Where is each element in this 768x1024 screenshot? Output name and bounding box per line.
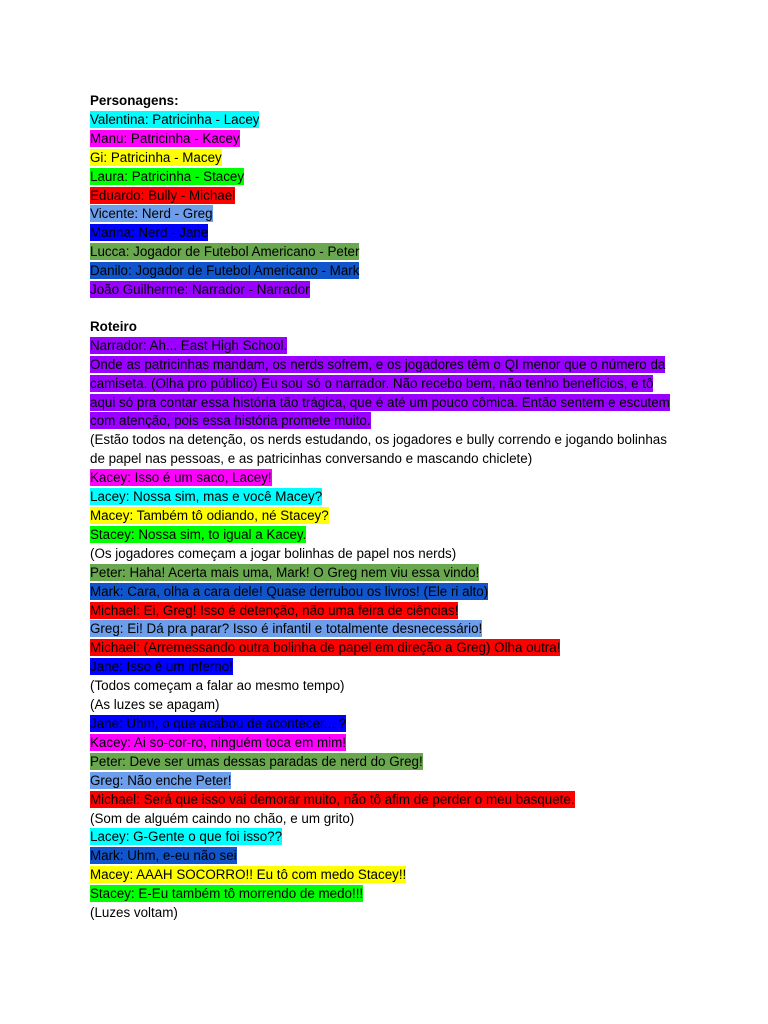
script-line <box>90 620 680 639</box>
script-line-text: Mark: Cara, olha a cara dele! Quase derrubou os livros! (Ele ri alto) <box>90 583 489 599</box>
script-line-text: Jane: Isso é um inferno! <box>90 659 233 675</box>
script-line-text: Greg: Não enche Peter! <box>90 772 232 788</box>
section-gap <box>90 300 680 318</box>
script-line <box>90 904 680 923</box>
script-line <box>90 753 680 772</box>
script-line-text: (Som de alguém caindo no chão, e um grito) <box>90 810 355 826</box>
script-heading: Roteiro <box>90 318 137 334</box>
script-line-text: Michael: Será que isso vai demorar muito, não tô afim de perder o meu basquete. <box>90 791 575 807</box>
character-line <box>90 130 680 149</box>
script-line <box>90 791 680 810</box>
script-line <box>90 602 680 621</box>
script-line <box>90 337 680 356</box>
character-line <box>90 262 680 281</box>
script-line <box>90 677 680 696</box>
script-line <box>90 658 680 677</box>
script-line-text: Kacey: Ai so-cor-ro, ninguém toca em mim! <box>90 734 346 750</box>
script-line-text: (Estão todos na detenção, os nerds estudando, os jogadores e bully correndo e jogando bolinhas de papel nas pessoas, e as patricinhas conversando e mascando chiclete) <box>90 432 667 467</box>
script-line-text: Stacey: Nossa sim, to igual a Kacey. <box>90 526 307 542</box>
character-line-text: Marina: Nerd - Jane <box>90 225 209 241</box>
script-line-text: Kacey: Isso é um saco, Lacey! <box>90 470 272 486</box>
script-line-text: Lacey: G-Gente o que foi isso?? <box>90 829 283 845</box>
character-line-text: Lucca: Jogador de Futebol Americano - Peter <box>90 244 360 260</box>
script-line <box>90 847 680 866</box>
script-line-text: (Todos começam a falar ao mesmo tempo) <box>90 678 345 694</box>
character-line-text: Laura: Patricinha - Stacey <box>90 168 245 184</box>
script-line <box>90 866 680 885</box>
script-line-text: Jane: Uhm, o que acabou de acontecer... ? <box>90 715 347 731</box>
script-line-text: (Os jogadores começam a jogar bolinhas de papel nos nerds) <box>90 545 457 561</box>
script-line-text: Peter: Haha! Acerta mais uma, Mark! O Greg nem viu essa vindo! <box>90 564 480 580</box>
script-line <box>90 507 680 526</box>
character-line <box>90 205 680 224</box>
script-line-text: Macey: Também tô odiando, né Stacey? <box>90 508 329 523</box>
script-line-text: (Luzes voltam) <box>90 905 178 921</box>
script-line <box>90 639 680 658</box>
script-line-text: Peter: Deve ser umas dessas paradas de nerd do Greg! <box>90 753 423 769</box>
script-line <box>90 564 680 583</box>
character-line <box>90 243 680 262</box>
character-line-text: Gi: Patricinha - Macey <box>90 149 222 165</box>
character-line-text: Valentina: Patricinha - Lacey <box>90 111 260 127</box>
script-line-text: Michael: (Arremessando outra bolinha de papel em direção a Greg) Olha outra! <box>90 640 561 656</box>
script-line <box>90 810 680 829</box>
script-line <box>90 488 680 507</box>
character-line <box>90 187 680 206</box>
script-line-text: Stacey: E-Eu também tô morrendo de medo!!! <box>90 886 364 902</box>
script-line <box>90 715 680 734</box>
script-line <box>90 828 680 847</box>
character-line-text: Manu: Patricinha - Kacey <box>90 130 240 146</box>
character-line-text: Vicente: Nerd - Greg <box>90 206 213 222</box>
script-line-text: Greg: Ei! Dá pra parar? Isso é infantil e totalmente desnecessário! <box>90 621 483 637</box>
character-line <box>90 281 680 300</box>
script-line <box>90 526 680 545</box>
character-line <box>90 149 680 168</box>
script-line <box>90 734 680 753</box>
character-line <box>90 111 680 130</box>
script-line-text: Michael: Ei, Greg! Isso é detenção, não uma feira de ciências! <box>90 602 459 618</box>
character-line <box>90 168 680 187</box>
script-line <box>90 885 680 904</box>
character-line-text: João Guilherme: Narrador - Narrador <box>90 282 310 298</box>
character-line <box>90 224 680 243</box>
character-line-text: Danilo: Jogador de Futebol Americano - Mark <box>90 263 360 279</box>
characters-heading: Personagens: <box>90 93 179 108</box>
script-line-text: Onde as patricinhas mandam, os nerds sofrem, e os jogadores têm o QI menor que o número da camiseta. (Olha pro público) Eu sou só o narrador. Não recebo bem, não tenho benefícios, e tô aqui só pra contar essa história tão trágica, que é até um pouco cômica. Então sentem e escutem com atenção, pois essa história promete muito. <box>90 356 670 429</box>
script-line <box>90 583 680 602</box>
script-line-text: (As luzes se apagam) <box>90 697 220 713</box>
script-line <box>90 696 680 715</box>
script-list <box>90 337 680 923</box>
script-line <box>90 545 680 564</box>
script-line-text: Macey: AAAH SOCORRO!! Eu tô com medo Stacey!! <box>90 867 407 883</box>
script-line <box>90 356 680 432</box>
characters-list <box>90 111 680 300</box>
character-line-text: Eduardo: Bully - Michael <box>90 187 236 203</box>
script-line-text: Narrador: Ah... East High School. <box>90 337 288 353</box>
script-line <box>90 772 680 791</box>
script-line-text: Mark: Uhm, e-eu não sei <box>90 848 237 864</box>
script-line-text: Lacey: Nossa sim, mas e você Macey? <box>90 489 323 505</box>
script-line <box>90 469 680 488</box>
script-line <box>90 431 680 469</box>
